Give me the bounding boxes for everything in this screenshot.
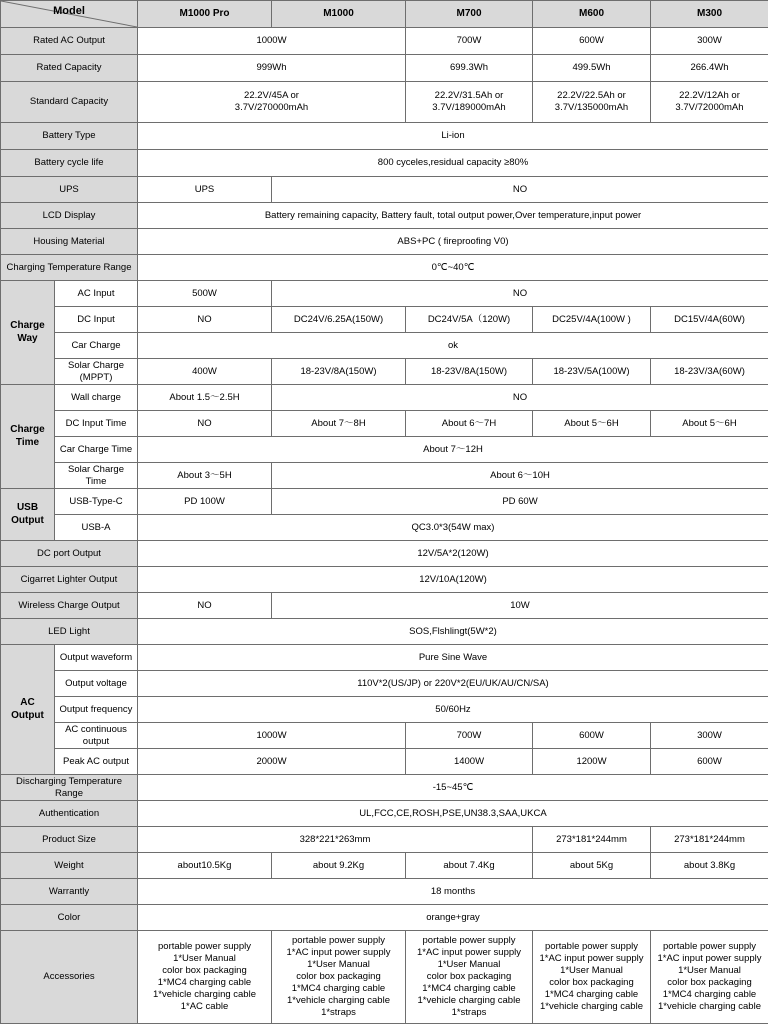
table-row xyxy=(1,203,768,229)
row-label-weight: Weight xyxy=(1,853,138,879)
cell-value: about 3.8Kg xyxy=(651,853,768,879)
group-label-ac-output: AC Output xyxy=(1,645,55,775)
cell-value: 1000W xyxy=(138,723,406,749)
row-label-cigarette-lighter-output: Cigarret Lighter Output xyxy=(1,567,138,593)
cell-value xyxy=(138,82,406,123)
accessory-item: 1*vehicle charging cable xyxy=(287,994,390,1006)
accessory-item: portable power supply xyxy=(422,935,516,947)
accessory-item: 1*MC4 charging cable xyxy=(662,988,757,1000)
cell-value: NO xyxy=(138,593,272,619)
row-label-dc-input-time: DC Input Time xyxy=(55,411,138,437)
table-row xyxy=(1,515,768,541)
cell-value: 18-23V/3A(60W) xyxy=(651,359,768,385)
row-label-housing-material: Housing Material xyxy=(1,229,138,255)
table-row xyxy=(1,489,768,515)
cell-value xyxy=(406,82,533,123)
row-label-standard-capacity: Standard Capacity xyxy=(1,82,138,123)
model-label: Model xyxy=(53,5,85,17)
accessories-list-m700 xyxy=(406,931,533,1024)
cell-value: NO xyxy=(272,177,768,203)
table-row xyxy=(1,411,768,437)
table-row xyxy=(1,827,768,853)
model-m700: M700 xyxy=(406,1,533,28)
table-row xyxy=(1,123,768,150)
cell-value: About 7～12H xyxy=(138,437,768,463)
cell-value: Li-ion xyxy=(138,123,768,150)
table-row xyxy=(1,697,768,723)
table-row xyxy=(1,437,768,463)
accessory-item: 1*straps xyxy=(451,1006,487,1018)
row-label-dc-input: DC Input xyxy=(55,307,138,333)
cell-value: 18-23V/5A(100W) xyxy=(533,359,651,385)
table-row xyxy=(1,255,768,281)
table-row xyxy=(1,567,768,593)
accessory-item: portable power supply xyxy=(158,941,251,953)
accessory-item: 1*AC input power supply xyxy=(286,947,391,959)
accessory-item: 1*AC input power supply xyxy=(657,953,762,965)
cell-value: 600W xyxy=(533,723,651,749)
cell-line: 22.2V/12Ah or xyxy=(679,90,740,102)
row-label-charging-temperature-range: Charging Temperature Range xyxy=(1,255,138,281)
cell-value: About 1.5～2.5H xyxy=(138,385,272,411)
cell-value: 999Wh xyxy=(138,55,406,82)
cell-value: 300W xyxy=(651,28,768,55)
cell-line: 22.2V/45A or xyxy=(244,90,299,102)
accessory-item: 1*vehicle charging cable xyxy=(540,1000,643,1012)
accessory-item: color box packaging xyxy=(162,965,247,977)
group-line: Charge xyxy=(10,320,45,331)
cell-value: -15~45℃ xyxy=(138,775,768,801)
cell-line: 3.7V/189000mAh xyxy=(432,102,506,113)
accessory-item: 1*vehicle charging cable xyxy=(658,1000,761,1012)
table-row xyxy=(1,150,768,177)
cell-value: Battery remaining capacity, Battery fault, total output power,Over temperature,input power xyxy=(138,203,768,229)
accessory-item: 1*AC input power supply xyxy=(539,953,644,965)
table-row xyxy=(1,619,768,645)
row-label-discharging-temperature-range: Discharging Temperature Range xyxy=(1,775,138,801)
table-row xyxy=(1,177,768,203)
accessory-item: color box packaging xyxy=(296,971,381,983)
cell-value: 800 cyceles,residual capacity ≥80% xyxy=(138,150,768,177)
label-line: (MPPT) xyxy=(79,371,113,383)
table-row xyxy=(1,723,768,749)
accessory-item: 1*AC input power supply xyxy=(416,947,522,959)
accessory-item: 1*User Manual xyxy=(437,959,501,971)
cell-value: 273*181*244mm xyxy=(533,827,651,853)
row-label-color: Color xyxy=(1,905,138,931)
cell-value: QC3.0*3(54W max) xyxy=(138,515,768,541)
row-label-accessories: Accessories xyxy=(1,931,138,1024)
cell-value: 300W xyxy=(651,723,768,749)
label-line: Solar Charge xyxy=(68,359,124,371)
accessory-item: 1*MC4 charging cable xyxy=(157,977,252,988)
accessory-item: portable power supply xyxy=(663,941,756,953)
accessories-list-m600 xyxy=(533,931,651,1024)
cell-value: 12V/5A*2(120W) xyxy=(138,541,768,567)
table-row xyxy=(1,281,768,307)
table-row xyxy=(1,775,768,801)
label-line: output xyxy=(82,735,110,747)
table-row xyxy=(1,593,768,619)
cell-value: 0℃~40℃ xyxy=(138,255,768,281)
row-label-car-charge-time: Car Charge Time xyxy=(55,437,138,463)
accessory-item: 1*User Manual xyxy=(678,965,741,977)
row-label-warranty: Warrantly xyxy=(1,879,138,905)
cell-line: 22.2V/31.5Ah or xyxy=(434,90,504,102)
model-m300: M300 xyxy=(651,1,768,28)
group-line: Way xyxy=(17,332,38,344)
cell-value: NO xyxy=(138,411,272,437)
row-label-car-charge: Car Charge xyxy=(55,333,138,359)
cell-value: 12V/10A(120W) xyxy=(138,567,768,593)
cell-line: 3.7V/270000mAh xyxy=(234,102,309,113)
table-row xyxy=(1,28,768,55)
row-label-ac-input: AC Input xyxy=(55,281,138,307)
row-label-wireless-charge-output: Wireless Charge Output xyxy=(1,593,138,619)
cell-value: About 3～5H xyxy=(138,463,272,489)
row-label-usb-type-c: USB-Type-C xyxy=(55,489,138,515)
table-row xyxy=(1,879,768,905)
group-line: Charge xyxy=(10,424,45,435)
cell-line: 3.7V/135000mAh xyxy=(554,102,629,113)
model-header-cell xyxy=(1,1,138,28)
row-label-usb-a: USB-A xyxy=(55,515,138,541)
cell-value: NO xyxy=(138,307,272,333)
cell-value: About 5～6H xyxy=(533,411,651,437)
cell-value: orange+gray xyxy=(138,905,768,931)
cell-value: 328*221*263mm xyxy=(138,827,533,853)
cell-value: About 6～10H xyxy=(272,463,768,489)
cell-value: 2000W xyxy=(138,749,406,775)
row-label-battery-type: Battery Type xyxy=(1,123,138,150)
cell-value: 18 months xyxy=(138,879,768,905)
table-row xyxy=(1,749,768,775)
accessory-item: color box packaging xyxy=(667,977,752,988)
group-line: USB xyxy=(16,502,39,513)
cell-value: DC24V/6.25A(150W) xyxy=(272,307,406,333)
table-row xyxy=(1,645,768,671)
cell-value: ABS+PC ( fireproofing V0) xyxy=(138,229,768,255)
table-row xyxy=(1,931,768,1024)
row-label-led-light: LED Light xyxy=(1,619,138,645)
cell-value: 110V*2(US/JP) or 220V*2(EU/UK/AU/CN/SA) xyxy=(138,671,768,697)
table-row xyxy=(1,229,768,255)
cell-value: UL,FCC,CE,ROSH,PSE,UN38.3,SAA,UKCA xyxy=(138,801,768,827)
row-label-rated-ac-output: Rated AC Output xyxy=(1,28,138,55)
accessories-list-m1000 xyxy=(272,931,406,1024)
row-label-dc-port-output: DC port Output xyxy=(1,541,138,567)
model-m1000-pro: M1000 Pro xyxy=(138,1,272,28)
label-line: AC continuous xyxy=(65,723,127,735)
cell-value: 273*181*244mm xyxy=(651,827,768,853)
cell-value: 600W xyxy=(533,28,651,55)
model-m600: M600 xyxy=(533,1,651,28)
cell-value: DC24V/5A（120W) xyxy=(406,307,533,333)
cell-value: SOS,Flshlingt(5W*2) xyxy=(138,619,768,645)
model-m1000: M1000 xyxy=(272,1,406,28)
header-row xyxy=(1,1,768,28)
cell-value: 18-23V/8A(150W) xyxy=(272,359,406,385)
cell-value: 1400W xyxy=(406,749,533,775)
accessory-item: 1*AC cable xyxy=(180,1000,229,1012)
row-label-peak-ac-output: Peak AC output xyxy=(55,749,138,775)
table-row xyxy=(1,385,768,411)
table-row xyxy=(1,541,768,567)
group-line: Output xyxy=(11,514,44,526)
group-label-charge-way xyxy=(1,281,55,385)
cell-value: Pure Sine Wave xyxy=(138,645,768,671)
accessory-item: 1*vehicle charging cable xyxy=(417,994,521,1006)
table-row xyxy=(1,853,768,879)
table-row xyxy=(1,801,768,827)
cell-value: 500W xyxy=(138,281,272,307)
group-line: Time xyxy=(15,436,40,448)
row-label-ups: UPS xyxy=(1,177,138,203)
cell-value: About 5～6H xyxy=(651,411,768,437)
cell-value: About 7～8H xyxy=(272,411,406,437)
accessory-item: color box packaging xyxy=(549,977,634,988)
cell-value: NO xyxy=(272,281,768,307)
accessory-item: portable power supply xyxy=(545,941,638,953)
row-label-authentication: Authentication xyxy=(1,801,138,827)
cell-line: 3.7V/72000mAh xyxy=(675,102,744,113)
table-row xyxy=(1,333,768,359)
accessory-item: 1*MC4 charging cable xyxy=(291,982,386,994)
cell-line: 22.2V/22.5Ah or xyxy=(557,90,626,102)
cell-value: About 6～7H xyxy=(406,411,533,437)
cell-value: 1200W xyxy=(533,749,651,775)
cell-value: ok xyxy=(138,333,768,359)
table-row xyxy=(1,905,768,931)
accessories-list-m1000-pro xyxy=(138,931,272,1024)
cell-value: about 7.4Kg xyxy=(406,853,533,879)
accessory-item: 1*User Manual xyxy=(173,953,236,965)
cell-value: 18-23V/8A(150W) xyxy=(406,359,533,385)
accessory-item: 1*MC4 charging cable xyxy=(544,988,639,1000)
row-label-solar-charge-time: Solar Charge Time xyxy=(55,463,138,489)
group-label-charge-time xyxy=(1,385,55,489)
table-row xyxy=(1,55,768,82)
cell-value: 266.4Wh xyxy=(651,55,768,82)
cell-value: PD 100W xyxy=(138,489,272,515)
cell-value: about 9.2Kg xyxy=(272,853,406,879)
row-label-output-waveform: Output waveform xyxy=(55,645,138,671)
cell-value: 700W xyxy=(406,723,533,749)
table-row xyxy=(1,82,768,123)
row-label-lcd-display: LCD Display xyxy=(1,203,138,229)
accessory-item: portable power supply xyxy=(292,935,385,947)
row-label-wall-charge: Wall charge xyxy=(55,385,138,411)
cell-value: 700W xyxy=(406,28,533,55)
accessory-item: 1*User Manual xyxy=(307,959,370,971)
table-row xyxy=(1,463,768,489)
cell-value: DC15V/4A(60W) xyxy=(651,307,768,333)
accessory-item: 1*vehicle charging cable xyxy=(153,988,256,1000)
cell-value: about 5Kg xyxy=(533,853,651,879)
row-label-product-size: Product Size xyxy=(1,827,138,853)
row-label-output-voltage: Output voltage xyxy=(55,671,138,697)
cell-value: DC25V/4A(100W ) xyxy=(533,307,651,333)
accessory-item: 1*MC4 charging cable xyxy=(422,982,516,994)
cell-value: 1000W xyxy=(138,28,406,55)
table-row xyxy=(1,359,768,385)
table-row xyxy=(1,671,768,697)
group-label-usb-output xyxy=(1,489,55,541)
table-row xyxy=(1,307,768,333)
cell-value: 600W xyxy=(651,749,768,775)
cell-value: PD 60W xyxy=(272,489,768,515)
cell-value xyxy=(533,82,651,123)
row-label-rated-capacity: Rated Capacity xyxy=(1,55,138,82)
cell-value: 50/60Hz xyxy=(138,697,768,723)
cell-value: NO xyxy=(272,385,768,411)
row-label-output-frequency: Output frequency xyxy=(55,697,138,723)
cell-value: UPS xyxy=(138,177,272,203)
cell-value xyxy=(651,82,768,123)
cell-value: 699.3Wh xyxy=(406,55,533,82)
accessory-item: color box packaging xyxy=(426,971,512,983)
cell-value: about10.5Kg xyxy=(138,853,272,879)
accessory-item: 1*User Manual xyxy=(560,965,623,977)
accessory-item: 1*straps xyxy=(321,1006,356,1018)
cell-value: 10W xyxy=(272,593,768,619)
accessories-list-m300 xyxy=(651,931,768,1024)
cell-value: 400W xyxy=(138,359,272,385)
row-label-battery-cycle-life: Battery cycle life xyxy=(1,150,138,177)
cell-value: 499.5Wh xyxy=(533,55,651,82)
row-label-ac-continuous-output xyxy=(55,723,138,749)
row-label-solar-charge xyxy=(55,359,138,385)
